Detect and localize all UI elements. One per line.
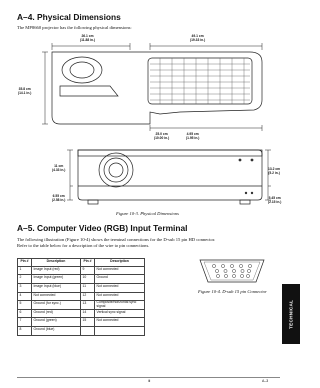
dim-top-right-width-in: (19.33 in.) xyxy=(190,38,206,42)
dim-right-height-in: (5.2 in.) xyxy=(268,171,280,175)
technical-side-tab xyxy=(282,284,300,344)
dim-back-offset-in: (1.95 in.) xyxy=(186,136,200,140)
dim-back-offset-cm: 4.95 cm xyxy=(186,132,199,136)
dim-front-height-in: (4.33 in.) xyxy=(52,168,66,172)
dsub-connector-diagram xyxy=(192,258,272,286)
table-row xyxy=(18,301,145,310)
header-description-1: Description xyxy=(32,259,81,267)
table-cell: 15 xyxy=(81,318,95,327)
table-cell: 14 xyxy=(81,309,95,318)
table-cell: 9 xyxy=(81,266,95,275)
table-cell: 5 xyxy=(18,301,32,310)
table-cell: Ground (green) xyxy=(32,318,81,327)
dim-front-bottom xyxy=(52,194,65,202)
dim-left-depth xyxy=(18,87,31,95)
table-cell: 1 xyxy=(18,266,32,275)
dim-left-depth-in: (14.1 in.) xyxy=(18,91,32,95)
table-cell: 4 xyxy=(18,292,32,301)
footer-page-number: A–3 xyxy=(262,379,269,383)
dim-front-bottom-cm: 6.55 cm xyxy=(52,194,65,198)
section-a5-intro-line2: Refer to the table below for a description of the wire to pin connections. xyxy=(17,243,150,248)
header-description-2: Description xyxy=(95,259,145,267)
table-row xyxy=(18,266,145,275)
figure-10-3-caption: Figure 10-3. Physical Dimensions xyxy=(116,211,179,216)
table-cell: Image Input (blue) xyxy=(32,283,81,292)
dim-front-bottom-in: (2.58 in.) xyxy=(52,198,66,202)
dim-right-height-cm: 13.2 cm xyxy=(268,167,281,171)
section-a5-heading: A–5. Computer Video (RGB) Input Terminal xyxy=(17,223,188,233)
pin-table-header xyxy=(18,259,145,267)
table-cell: Ground (red) xyxy=(32,309,81,318)
dim-right-bottom-in: (2.15 in.) xyxy=(268,200,282,204)
table-cell: Vertical sync signal xyxy=(95,309,145,318)
dim-right-height xyxy=(268,167,280,175)
table-cell: 10 xyxy=(81,275,95,284)
dim-right-bottom-cm: 5.45 cm xyxy=(268,196,281,200)
table-cell: Not connected xyxy=(95,266,145,275)
table-cell: Ground (for sync.) xyxy=(32,301,81,310)
technical-side-tab-label: TECHNICAL xyxy=(288,299,294,329)
dim-top-width-in: (11.88 in.) xyxy=(80,38,96,42)
dim-top-width-cm: 26.1 cm xyxy=(81,34,94,38)
pin-table xyxy=(17,258,145,336)
dim-front-height-cm: 11 cm xyxy=(54,164,64,168)
table-cell: 8 xyxy=(18,326,32,335)
footer-left: iii xyxy=(148,379,151,383)
dim-top-width xyxy=(80,34,95,42)
dim-front-height xyxy=(52,164,65,172)
lens-top-view xyxy=(62,57,102,83)
table-cell: Not connected xyxy=(95,283,145,292)
footer-divider xyxy=(17,377,280,378)
projector-front-view-outline xyxy=(78,150,262,200)
table-row xyxy=(18,283,145,292)
table-cell xyxy=(81,326,95,335)
dim-back-offset xyxy=(186,132,199,140)
section-a4-heading: A–4. Physical Dimensions xyxy=(17,12,121,22)
table-cell: 13 xyxy=(81,301,95,310)
header-pin-2: Pin # xyxy=(81,259,95,267)
table-cell: Image Input (green) xyxy=(32,275,81,284)
table-cell: Not connected xyxy=(95,318,145,327)
table-cell: Not connected xyxy=(32,292,81,301)
table-cell: Ground xyxy=(95,275,145,284)
table-cell: Not connected xyxy=(95,292,145,301)
table-row xyxy=(18,318,145,327)
figure-10-4-caption: Figure 10-4. D-sub 15 pin Connector xyxy=(198,289,267,294)
vent-grid xyxy=(150,58,250,104)
section-a4-intro: The MP8660 projector has the following physical dimensions: xyxy=(17,25,132,30)
table-row xyxy=(18,326,145,335)
table-cell: 2 xyxy=(18,275,32,284)
dim-back-width-cm: 25.0 cm xyxy=(155,132,168,136)
table-row xyxy=(18,275,145,284)
dim-top-right-width xyxy=(190,34,205,42)
dimension-lines xyxy=(42,43,262,131)
section-a5-intro-line1: The following illustration (Figure 10-4) shows the terminal connections for the D-sub 15 pin HD connector. xyxy=(17,237,216,242)
table-row xyxy=(18,309,145,318)
header-pin-1: Pin # xyxy=(18,259,32,267)
table-cell: 7 xyxy=(18,318,32,327)
table-cell: Image Input (red) xyxy=(32,266,81,275)
table-cell: 3 xyxy=(18,283,32,292)
dim-back-width xyxy=(154,132,169,140)
table-cell: 11 xyxy=(81,283,95,292)
table-cell: Ground (blue) xyxy=(32,326,81,335)
table-cell xyxy=(95,326,145,335)
dim-top-right-width-cm: 49.1 cm xyxy=(191,34,204,38)
table-cell: Composite/horizontal sync signal xyxy=(95,301,145,310)
table-cell: 6 xyxy=(18,309,32,318)
dim-right-bottom xyxy=(268,196,281,204)
front-panel-details xyxy=(239,159,254,195)
table-cell: 12 xyxy=(81,292,95,301)
dim-back-width-in: (10.00 in.) xyxy=(154,136,170,140)
dim-left-depth-cm: 35.8 cm xyxy=(18,87,31,91)
